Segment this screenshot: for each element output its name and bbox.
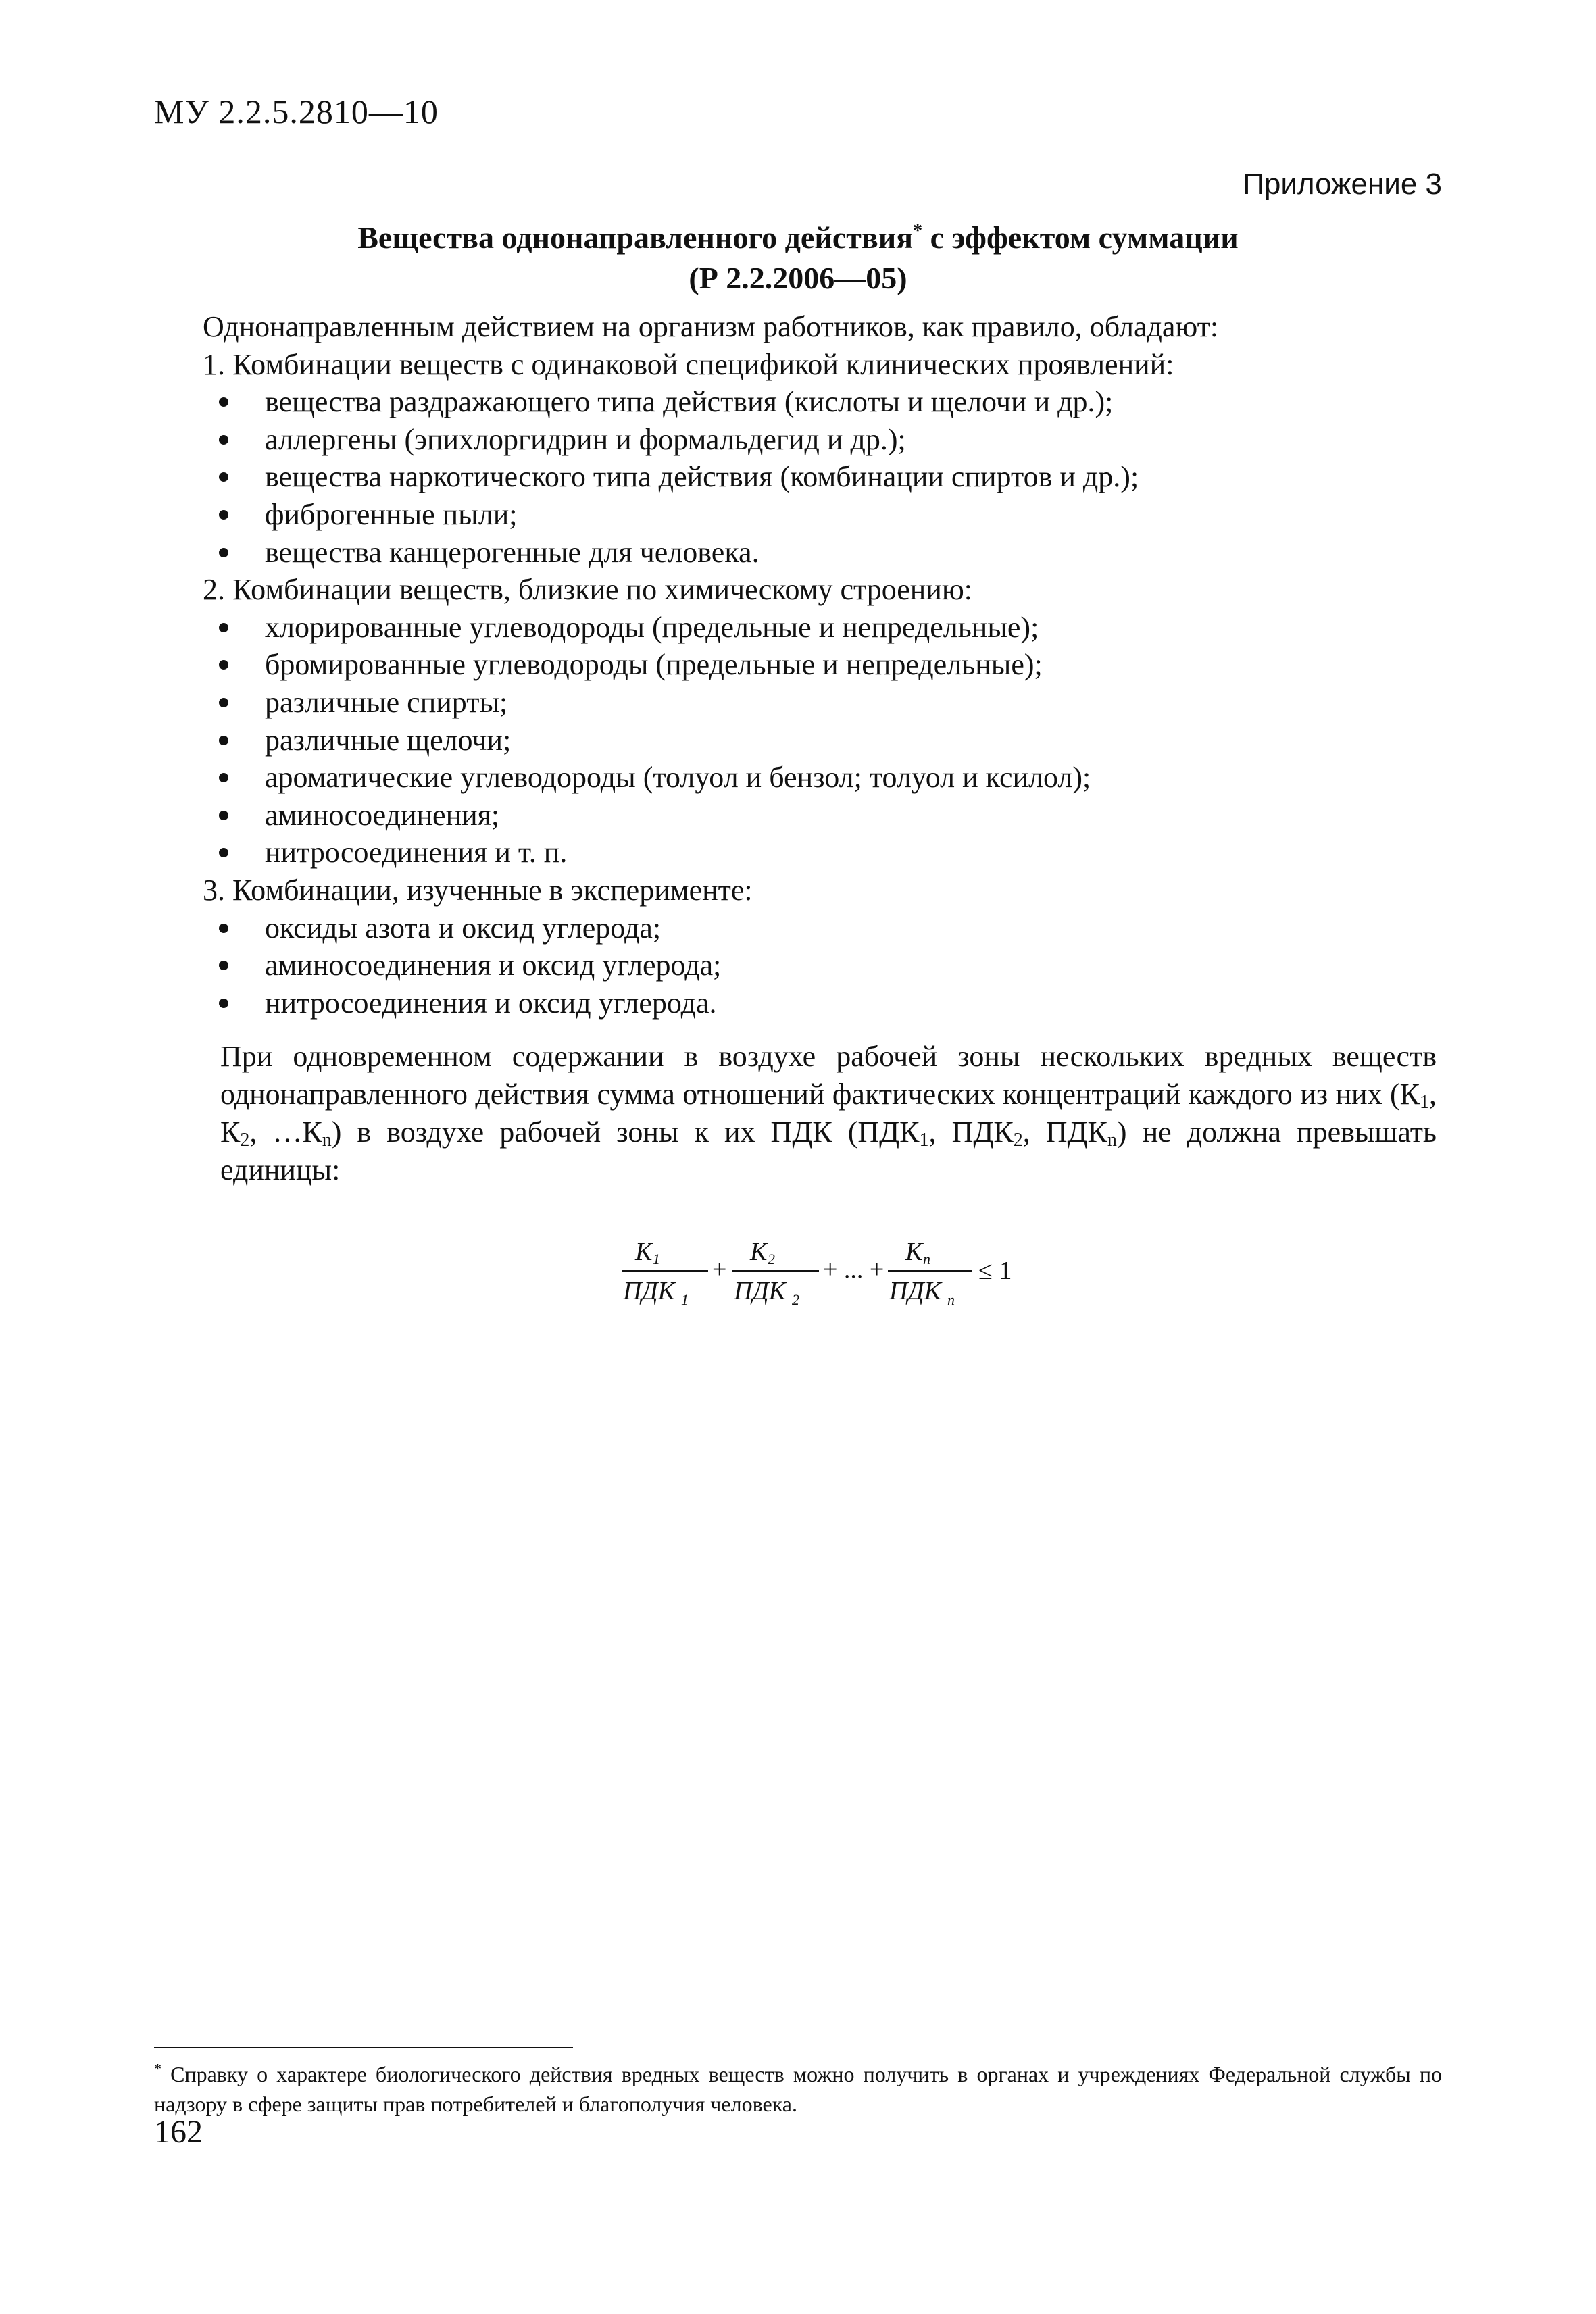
- bullet-icon: [219, 961, 228, 970]
- list-item: [203, 684, 1419, 722]
- subscript: 1: [1420, 1092, 1429, 1113]
- bullet-icon: [219, 736, 228, 745]
- substance-list: [203, 308, 1419, 1022]
- bullet-icon: [219, 924, 228, 933]
- formula-numerator-index: 1: [653, 1251, 660, 1267]
- bullet-icon: [219, 548, 228, 557]
- subscript: 2: [240, 1130, 250, 1151]
- bullet-icon: [219, 999, 228, 1008]
- footnote-text: Справку о характере биологического действия вредных веществ можно получить в органах и учреждениях Федеральной службы по надзору в сфере защиты прав потребителей и благополучия человека.: [154, 2062, 1442, 2116]
- formula-denominator-index: 2: [792, 1291, 799, 1308]
- appendix-label: Приложение 3: [1243, 168, 1442, 201]
- bullet-icon: [219, 811, 228, 820]
- formula-numerator-letter: K: [635, 1238, 653, 1266]
- group-heading: 2. Комбинации веществ, близкие по химическому строению:: [203, 573, 972, 607]
- list-item-text: аминосоединения и оксид углерода;: [265, 949, 722, 982]
- list-item-text: нитросоединения и оксид углерода.: [265, 986, 717, 1020]
- list-item-text: вещества наркотического типа действия (комбинации спиртов и др.);: [265, 460, 1139, 494]
- group-heading: 1. Комбинации веществ с одинаковой спецификой клинических проявлений:: [203, 347, 1174, 381]
- subscript: n: [322, 1130, 332, 1151]
- summation-formula: [622, 1226, 1041, 1314]
- bullet-icon: [219, 698, 228, 707]
- formula-relation: ≤ 1: [978, 1257, 1012, 1285]
- list-item: [203, 609, 1419, 647]
- title-main: Вещества однонаправленного действия: [357, 220, 914, 255]
- formula-plus: +: [712, 1255, 727, 1284]
- formula-denominator-index: 1: [681, 1291, 689, 1308]
- page-number: 162: [154, 2114, 203, 2150]
- list-item: [203, 496, 1419, 534]
- list-item-text: различные спирты;: [265, 685, 508, 719]
- bullet-icon: [219, 848, 228, 857]
- list-item: [203, 759, 1419, 797]
- formula-numerator-index: 2: [768, 1251, 775, 1267]
- list-item-text: фиброгенные пыли;: [265, 497, 518, 531]
- list-item-text: оксиды азота и оксид углерода;: [265, 911, 662, 945]
- paragraph-text: , ПДК: [1022, 1115, 1107, 1149]
- footnote-divider: [154, 2047, 573, 2048]
- list-item: [203, 646, 1419, 684]
- list-item-text: хлорированные углеводороды (предельные и непредельные);: [265, 610, 1039, 644]
- list-item-text: аллергены (эпихлоргидрин и формальдегид и др.);: [265, 422, 906, 456]
- list-item: [203, 458, 1419, 496]
- bullet-icon: [219, 623, 228, 632]
- paragraph-text: ) в воздухе рабочей зоны к их ПДК (ПДК: [331, 1115, 920, 1149]
- footnote: [154, 2059, 1442, 2119]
- list-item-text: вещества канцерогенные для человека.: [265, 535, 759, 569]
- intro-text: Однонаправленным действием на организм работников, как правило, обладают:: [203, 310, 1219, 343]
- subscript: 1: [919, 1130, 929, 1151]
- footnote-reference-mark: *: [913, 220, 923, 242]
- subscript: 2: [1013, 1130, 1023, 1151]
- list-item: [203, 984, 1419, 1022]
- list-item: [203, 834, 1419, 872]
- list-item: [203, 947, 1419, 984]
- formula-denominator-letter: ПДК: [734, 1277, 786, 1305]
- formula-denominator-index: n: [947, 1291, 955, 1308]
- document-code: МУ 2.2.5.2810—10: [154, 93, 439, 130]
- bullet-icon: [219, 472, 228, 482]
- formula-denominator-letter: ПДК: [889, 1277, 941, 1305]
- list-item-text: бромированные углеводороды (предельные и непредельные);: [265, 648, 1043, 682]
- list-item: [203, 909, 1419, 947]
- formula-denominator-letter: ПДК: [623, 1277, 675, 1305]
- bullet-icon: [219, 435, 228, 445]
- bullet-icon: [219, 773, 228, 782]
- list-item-text: вещества раздражающего типа действия (кислоты и щелочи и др.);: [265, 385, 1114, 419]
- formula-numerator-letter: K: [750, 1238, 768, 1266]
- list-item-text: аминосоединения;: [265, 798, 500, 832]
- formula-numerator-letter: K: [905, 1238, 923, 1266]
- paragraph-text: , …К: [249, 1115, 322, 1149]
- list-item-text: ароматические углеводороды (толуол и бензол; толуол и ксилол);: [265, 761, 1091, 795]
- bullet-icon: [219, 397, 228, 407]
- paragraph-text: , К: [220, 1078, 1437, 1149]
- bullet-icon: [219, 510, 228, 520]
- formula-numerator-index: n: [923, 1251, 930, 1267]
- list-item-text: нитросоединения и т. п.: [265, 836, 568, 870]
- list-item: [203, 421, 1419, 459]
- summation-paragraph: [220, 1038, 1437, 1189]
- page-title: [0, 218, 1596, 258]
- subscript: n: [1107, 1130, 1117, 1151]
- title-rest: с эффектом суммации: [922, 220, 1239, 255]
- list-item: [203, 797, 1419, 834]
- paragraph-text: , ПДК: [928, 1115, 1014, 1149]
- list-item: [203, 722, 1419, 759]
- group-heading: 3. Комбинации, изученные в эксперименте:: [203, 873, 753, 907]
- list-item: [203, 383, 1419, 421]
- footnote-mark: *: [154, 2060, 161, 2078]
- formula-ellipsis: + ... +: [823, 1255, 884, 1284]
- list-item-text: различные щелочи;: [265, 723, 512, 757]
- list-item: [203, 534, 1419, 572]
- paragraph-text: При одновременном содержании в воздухе рабочей зоны нескольких вредных веществ однонаправленного действия сумма отношений фактических концентраций каждого из них (К: [220, 1040, 1437, 1111]
- bullet-icon: [219, 660, 228, 670]
- paragraph-text: ) не должна превышать единицы:: [220, 1115, 1437, 1186]
- page-subtitle: (Р 2.2.2006—05): [689, 261, 907, 295]
